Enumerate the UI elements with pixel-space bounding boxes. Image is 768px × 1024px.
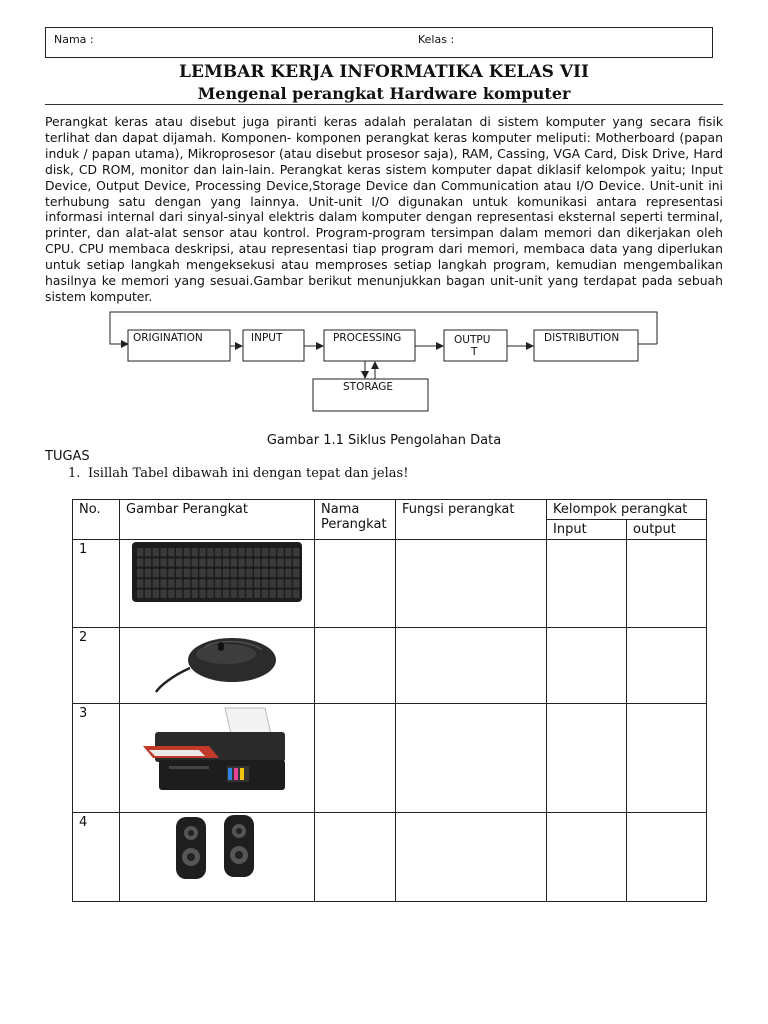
- printer-image: [120, 704, 315, 813]
- input-cell[interactable]: [547, 813, 627, 902]
- worksheet-title: LEMBAR KERJA INFORMATIKA KELAS VII: [179, 62, 589, 82]
- distribution-label: DISTRIBUTION: [544, 332, 620, 344]
- input-cell[interactable]: [547, 540, 627, 628]
- output-cell[interactable]: [627, 813, 707, 902]
- fungsi-cell[interactable]: [396, 540, 547, 628]
- output-cell[interactable]: [627, 628, 707, 704]
- printer-icon: [139, 704, 295, 800]
- fungsi-cell[interactable]: [396, 704, 547, 813]
- input-label: INPUT: [251, 332, 283, 344]
- output-label-line2: T: [471, 346, 478, 358]
- fungsi-cell[interactable]: [396, 628, 547, 704]
- output-cell[interactable]: [627, 704, 707, 813]
- device-table: [72, 499, 707, 902]
- nama-label: Nama :: [54, 33, 94, 46]
- student-info-box: [45, 27, 713, 58]
- keyboard-image: [120, 540, 315, 628]
- header-input: Input: [547, 520, 627, 540]
- mouse-icon: [152, 628, 282, 696]
- worksheet-subtitle: Mengenal perangkat Hardware komputer: [197, 84, 571, 103]
- table-row: [73, 813, 707, 902]
- speakers-image: [120, 813, 315, 902]
- input-cell[interactable]: [547, 704, 627, 813]
- table-row: [73, 540, 707, 628]
- title-divider: [45, 104, 723, 105]
- instruction-text: Isillah Tabel dibawah ini dengan tepat dan jelas!: [88, 466, 409, 481]
- table-row: [73, 628, 707, 704]
- nama-cell[interactable]: [315, 628, 396, 704]
- row-number: 3: [73, 704, 120, 813]
- figure-caption: Gambar 1.1 Siklus Pengolahan Data: [266, 433, 502, 448]
- origination-label: ORIGINATION: [133, 332, 203, 344]
- header-kelompok: Kelompok perangkat: [547, 500, 707, 520]
- data-cycle-diagram: [0, 300, 768, 420]
- header-nama: Nama Perangkat: [315, 500, 396, 540]
- keyboard-icon: [131, 540, 303, 604]
- row-number: 4: [73, 813, 120, 902]
- header-fungsi: Fungsi perangkat: [396, 500, 547, 540]
- storage-label: STORAGE: [343, 381, 393, 393]
- instruction-number: 1.: [68, 466, 81, 481]
- header-no: No.: [73, 500, 120, 540]
- table-row: [73, 704, 707, 813]
- input-cell[interactable]: [547, 628, 627, 704]
- kelas-label: Kelas :: [418, 33, 455, 46]
- row-number: 1: [73, 540, 120, 628]
- processing-label: PROCESSING: [333, 332, 402, 344]
- task-instruction: [68, 466, 408, 481]
- nama-cell[interactable]: [315, 540, 396, 628]
- nama-cell[interactable]: [315, 813, 396, 902]
- mouse-image: [120, 628, 315, 704]
- intro-paragraph: Perangkat keras atau disebut juga piranti keras adalah peralatan di sistem komputer yang secara fisik terlihat dan dapat dijamah. Komponen- komponen perangkat keras komputer meliputi: Motherboard (papan induk / papan utama), Mikroprosesor (atau disebut prosesor saja), RAM, Cassing, VGA Card, Disk Drive, Hard disk, CD ROM, monitor dan lain-lain. Perangkat keras sistem komputer dapat diklasif kelompok yaitu; Input Device, Output Device, Processing Device,Storage Device dan Communication atau I/O Device. Unit-unit ini terhubung satu dengan yang lainnya. Unit-unit I/O digunakan untuk komunikasi antara representasi informasi internal dari sinyal-sinyal elektris dalam komputer dengan representasi eksternal seperti terminal, printer, dan alat-alat sensor atau kontrol. Program-program tersimpan dalam memori dan dikerjakan oleh CPU. CPU membaca deskripsi, atau representasi tiap program dari memori, membaca data yang diperlukan untuk setiap langkah mengeksekusi atau memproses setiap langkah program, kemudian mengembalikan hasilnya ke memori yang sesuai.Gambar berikut menunjukkan bagan unit-unit yang terdapat pada sebuah sistem komputer.: [45, 114, 723, 304]
- fungsi-cell[interactable]: [396, 813, 547, 902]
- output-cell[interactable]: [627, 540, 707, 628]
- header-output: output: [627, 520, 707, 540]
- tugas-heading: TUGAS: [45, 449, 90, 464]
- nama-cell[interactable]: [315, 704, 396, 813]
- row-number: 2: [73, 628, 120, 704]
- header-gambar: Gambar Perangkat: [120, 500, 315, 540]
- output-label-line1: OUTPU: [454, 334, 491, 346]
- speakers-icon: [172, 813, 262, 883]
